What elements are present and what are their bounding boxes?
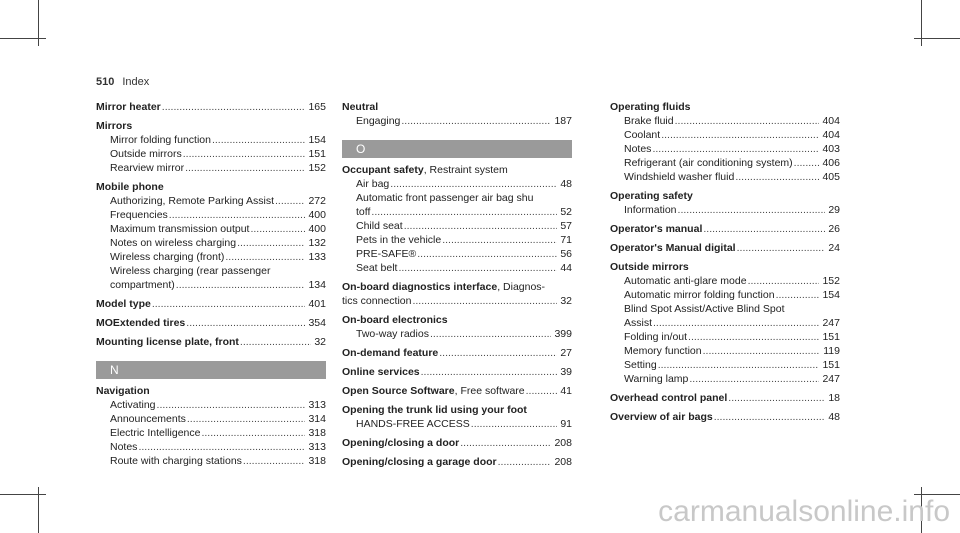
crop-mark — [38, 0, 39, 46]
index-entry: Navigation — [96, 385, 150, 397]
index-subentry[interactable]: Outside mirrors ..... 151 — [96, 147, 326, 161]
index-entry[interactable]: Operator's Manual digital ..... 24 — [610, 241, 840, 255]
index-entry: Operating fluids — [610, 101, 691, 113]
index-subentry[interactable]: Mirror folding function ..... 154 — [96, 133, 326, 147]
page-number: 510 — [96, 76, 115, 88]
index-entry[interactable]: Mirror heater ..... 165 — [96, 100, 326, 114]
page-header — [96, 76, 149, 88]
index-subentry[interactable]: Air bag ..... 48 — [342, 177, 572, 191]
index-subentry[interactable]: Coolant ..... 404 — [610, 128, 840, 142]
index-entry[interactable]: Operator's manual ..... 26 — [610, 222, 840, 236]
index-subentry[interactable]: Engaging ..... 187 — [342, 114, 572, 128]
index-entry[interactable]: Online services ..... 39 — [342, 365, 572, 379]
index-entry[interactable]: On-board diagnostics interface, Diagnos- tics connection ..... 32 — [342, 280, 572, 308]
index-subentry[interactable]: Route with charging stations ..... 318 — [96, 454, 326, 468]
index-subentry[interactable]: Wireless charging (front) ..... 133 — [96, 250, 326, 264]
index-entry: Occupant safety, Restraint system — [342, 164, 508, 176]
index-entry[interactable]: On-demand feature ..... 27 — [342, 346, 572, 360]
index-entry: Neutral — [342, 101, 379, 113]
letter-heading-n: N — [96, 361, 326, 379]
index-subentry[interactable]: Authorizing, Remote Parking Assist ..... 272 — [96, 194, 326, 208]
index-subentry[interactable]: Two-way radios ..... 399 — [342, 327, 572, 341]
index-entry[interactable]: Open Source Software, Free software ..... 41 — [342, 384, 572, 398]
crop-mark — [914, 38, 960, 39]
index-entry[interactable]: Opening/closing a door ..... 208 — [342, 436, 572, 450]
index-subentry[interactable]: HANDS-FREE ACCESS ..... 91 — [342, 417, 572, 431]
index-subentry[interactable]: Memory function ..... 119 — [610, 344, 840, 358]
index-subentry[interactable]: Automatic front passenger air bag shu toff ..... 52 — [342, 191, 572, 219]
index-subentry[interactable]: Electric Intelligence ..... 318 — [96, 426, 326, 440]
index-entry: Outside mirrors — [610, 261, 689, 273]
index-entry[interactable]: Opening/closing a garage door ..... 208 — [342, 455, 572, 469]
index-subentry[interactable]: PRE-SAFE® ..... 56 — [342, 247, 572, 261]
index-subentry[interactable]: Notes ..... 403 — [610, 142, 840, 156]
index-entry[interactable]: Mounting license plate, front ..... 32 — [96, 335, 326, 349]
index-subentry[interactable]: Information ..... 29 — [610, 203, 840, 217]
index-entry: Operating safety — [610, 190, 693, 202]
index-subentry[interactable]: Activating ..... 313 — [96, 398, 326, 412]
crop-mark — [921, 0, 922, 46]
index-subentry[interactable]: Maximum transmission output ..... 400 — [96, 222, 326, 236]
index-column-1 — [96, 100, 326, 468]
index-subentry[interactable]: Wireless charging (rear passenger compartment) ..... 134 — [96, 264, 326, 292]
index-subentry[interactable]: Rearview mirror ..... 152 — [96, 161, 326, 175]
index-subentry[interactable]: Notes ..... 313 — [96, 440, 326, 454]
crop-mark — [0, 38, 46, 39]
index-subentry[interactable]: Automatic mirror folding function ..... 154 — [610, 288, 840, 302]
index-subentry[interactable]: Announcements ..... 314 — [96, 412, 326, 426]
section-title: Index — [122, 76, 150, 88]
index-subentry[interactable]: Automatic anti-glare mode ..... 152 — [610, 274, 840, 288]
index-column-3 — [610, 100, 840, 424]
index-subentry[interactable]: Warning lamp ..... 247 — [610, 372, 840, 386]
index-subentry[interactable]: Brake fluid ..... 404 — [610, 114, 840, 128]
index-subentry[interactable]: Windshield washer fluid ..... 405 — [610, 170, 840, 184]
index-entry[interactable]: Overhead control panel ..... 18 — [610, 391, 840, 405]
crop-mark — [0, 494, 46, 495]
index-entry: Mobile phone — [96, 181, 164, 193]
index-subentry[interactable]: Seat belt ..... 44 — [342, 261, 572, 275]
index-entry: Opening the trunk lid using your foot — [342, 404, 527, 416]
index-entry[interactable]: Overview of air bags ..... 48 — [610, 410, 840, 424]
index-entry: On-board electronics — [342, 314, 448, 326]
index-entry[interactable]: MOExtended tires ..... 354 — [96, 316, 326, 330]
index-subentry[interactable]: Folding in/out ..... 151 — [610, 330, 840, 344]
index-subentry[interactable]: Refrigerant (air conditioning system) ..... 406 — [610, 156, 840, 170]
index-subentry[interactable]: Frequencies ..... 400 — [96, 208, 326, 222]
index-subentry[interactable]: Blind Spot Assist/Active Blind Spot Assist ..... 247 — [610, 302, 840, 330]
index-column-2 — [342, 100, 572, 469]
index-subentry[interactable]: Setting ..... 151 — [610, 358, 840, 372]
watermark: carmanualsonline.info — [658, 495, 950, 528]
index-entry[interactable]: Model type ..... 401 — [96, 297, 326, 311]
index-subentry[interactable]: Pets in the vehicle ..... 71 — [342, 233, 572, 247]
letter-heading-o: O — [342, 140, 572, 158]
index-subentry[interactable]: Notes on wireless charging ..... 132 — [96, 236, 326, 250]
index-subentry[interactable]: Child seat ..... 57 — [342, 219, 572, 233]
index-entry: Mirrors — [96, 120, 133, 132]
